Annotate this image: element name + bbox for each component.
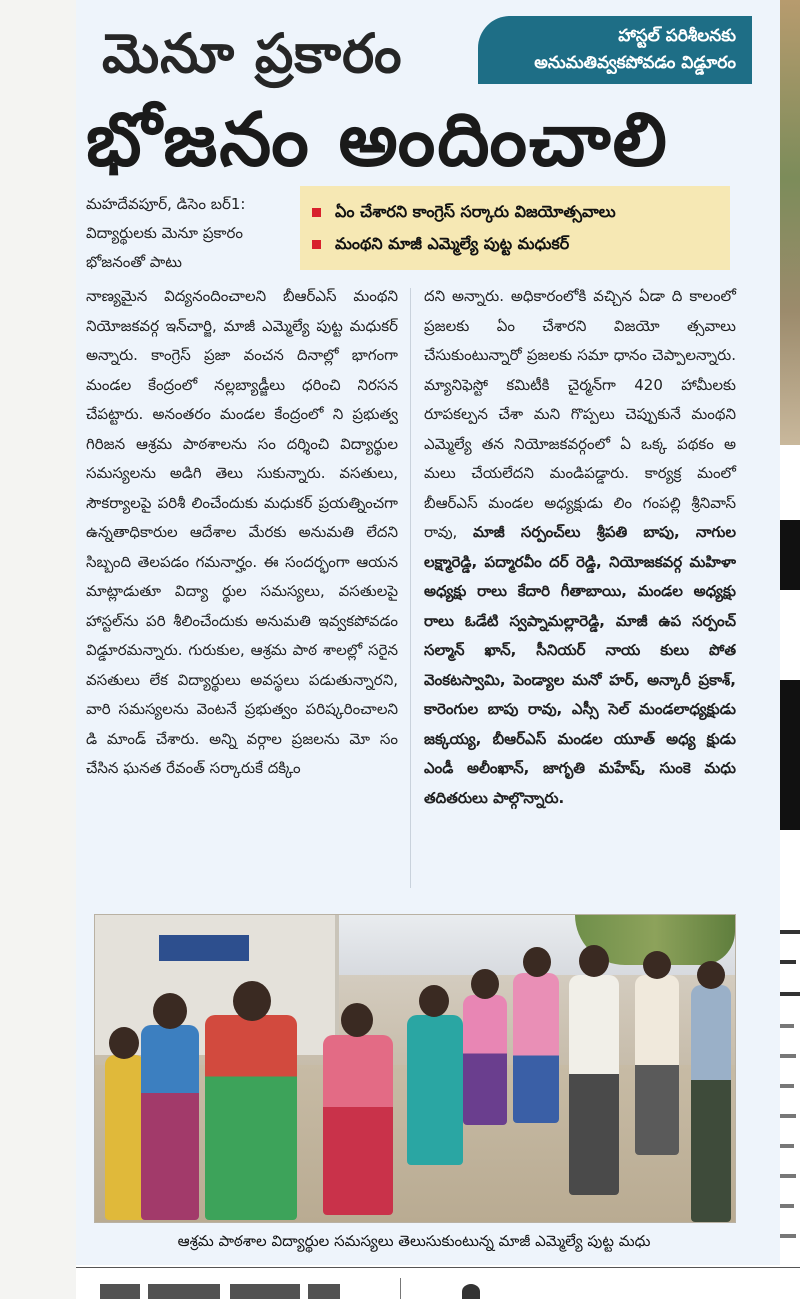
adjacent-text-line: [780, 930, 800, 934]
adjacent-text-line: [780, 992, 800, 996]
adjacent-text-line: [780, 1054, 796, 1058]
photo-person: [463, 995, 507, 1125]
adjacent-text-line: [780, 1204, 794, 1208]
kicker-line-1: హాస్టల్ పరిశీలనకు: [618, 26, 736, 46]
photo-person-head: [109, 1027, 139, 1059]
kicker-box: [478, 16, 752, 84]
adjacent-text-line: [780, 1234, 796, 1238]
highlight-text: మంథని మాజీ ఎమ్మెల్యే పుట్ట మధుకర్: [335, 234, 570, 253]
photo-person: [407, 1015, 463, 1165]
photo-caption: ఆశ్రమ పాఠశాల విద్యార్థుల సమస్యలు తెలుసుకుంటున్న మాజీ ఎమ్మెల్యే పుట్ట మధు: [177, 1232, 651, 1250]
adjacent-text-line: [780, 1024, 794, 1028]
photo-person-head: [579, 945, 609, 977]
photo-person-head: [643, 951, 671, 979]
photo-person: [323, 1035, 393, 1215]
square-bullet-icon: [312, 240, 321, 249]
adjacent-photo-edge: [780, 0, 800, 445]
adjacent-article-edge: [780, 0, 800, 1299]
column-divider: [410, 288, 411, 888]
highlight-text: ఏం చేశారని కాంగ్రెస్ సర్కారు విజయోత్సవాలు: [335, 202, 616, 221]
highlight-item: [312, 228, 718, 260]
photo-person-head: [697, 961, 725, 989]
left-margin-strip: [0, 0, 76, 1299]
adjacent-text-line: [780, 1174, 796, 1178]
photo-person: [635, 975, 679, 1155]
news-photo: [94, 914, 736, 1223]
photo-person: [205, 1015, 297, 1220]
square-bullet-icon: [312, 208, 321, 217]
photo-person-head: [523, 947, 551, 977]
adjacent-text-line: [780, 1144, 794, 1148]
next-article-divider: [400, 1278, 401, 1299]
dateline-lead: మహదేవపూర్, డిసెం బర్1: విద్యార్థులకు మెనూ ప్రకారం భోజనంతో పాటు: [86, 195, 246, 271]
photo-person-head: [153, 993, 187, 1029]
body-column-2-participants: మాజీ సర్పంచ్‌లు శ్రీపతి బాపు, నాగుల లక్ష్మారెడ్డి, పద్మారవీం దర్ రెడ్డి, నియోజకవర్గ మహిళా అధ్యక్షు రాలు కేదారి గీతాబాయి, మండల అధ్యక్షు రాలు ఓడేటి స్వప్నామల్లారెడ్డి, మాజీ ఉప సర్పంచ్ సల్మాన్ ఖాన్, సీనియర్ నాయ కులు పోత వెంకటస్వామి, పెండ్యాల మనో హర్, అన్కారీ ప్రకాశ్, కారెంగుల బాపు రావు, ఎస్సీ సెల్ మండలాధ్యక్షుడు జక్కయ్య, బీఆర్ఎస్ మండల యూత్ అధ్య క్షుడు ఎండీ అలీంఖాన్, జాగృతి మహేష్, సుంకె మధు తదితరులు పాల్గొన్నారు.: [424, 523, 736, 807]
highlights-box: [300, 186, 730, 270]
adjacent-text-line: [780, 1114, 796, 1118]
headline-line-1: మెనూ ప్రకారం: [102, 22, 403, 85]
headline-line-2: భోజనం అందించాలి: [86, 97, 669, 183]
photo-person: [691, 985, 731, 1222]
next-article-headline-fragment: [462, 1284, 480, 1299]
photo-person-head: [233, 981, 271, 1021]
kicker-line-2: అనుమతివ్వకపోవడం విడ్డూరం: [534, 53, 736, 73]
photo-person-head: [341, 1003, 373, 1037]
photo-person: [513, 973, 559, 1123]
body-column-1: నాణ్యమైన విద్యనందించాలని బీఆర్ఎస్ మంథని నియోజకవర్గ ఇన్‌చార్జి, మాజీ ఎమ్మెల్యే పుట్ట మధుకర్ అన్నారు. కాంగ్రెస్ ప్రజా వంచన దినాల్లో భాగంగా మండల కేంద్రంలో నల్లబ్యాడ్జీలు ధరించి నిరసన చేపట్టారు. అనంతరం మండల కేంద్రంలో ని ప్రభుత్వ గిరిజన ఆశ్రమ పాఠశాలను సం దర్శించి విద్యార్థుల సమస్యలను అడిగి తెలు సుకున్నారు. వసతులు, సౌకర్యాలపై పరిశీ లించేందుకు మధుకర్ ప్రయత్నించగా ఉన్నతాధికారుల ఆదేశాల మేరకు అనుమతి లేదని సిబ్బంది తెలపడం గమనార్హం. ఈ సందర్భంగా ఆయన మాట్లాడుతూ విద్యా ర్థుల సమస్యలు, వసతులపై హాస్టల్‌ను పరి శీలించేందుకు అనుమతి ఇవ్వకపోవడం విడ్డూరమన్నారు. గురుకుల, ఆశ్రమ పాఠ శాలల్లో సరైన వసతులు లేక విద్యార్థులు అవస్థలు పడుతున్నారని, వారి సమస్యలను వెంటనే ప్రభుత్వం పరిష్కరించాలని డి మాండ్ చేశారు. అన్ని వర్గాల ప్రజలను మో సం చేసిన ఘనత రేవంత్ సర్కారుకే దక్కిం: [86, 287, 398, 777]
photo-signboard: [157, 933, 251, 963]
photo-person-head: [419, 985, 449, 1017]
adjacent-text-line: [780, 960, 796, 964]
body-column-2: [424, 282, 736, 813]
adjacent-headline-glyph: [780, 520, 800, 590]
page-bottom-rule: [76, 1267, 800, 1268]
body-column-2-text: దని అన్నారు. అధికారంలోకి వచ్చిన ఏడా ది కాలంలో ప్రజలకు ఏం చేశారని విజయో త్సవాలు చేసుకుంటున్నారో ప్రజలకు సమా ధానం చెప్పాలన్నారు. మ్యానిఫెస్టో కమిటీకి చైర్మన్‌గా 420 హామీలకు రూపకల్పన చేశా మని గొప్పలు చెప్పుకునే మంథని ఎమ్మెల్యే తన నియోజకవర్గంలో ఏ ఒక్క పథకం అ మలు చేయలేదని మండిపడ్డారు. కార్యక్ర మంలో బీఆర్ఎస్ మండల అధ్యక్షుడు లిం గంపల్లి శ్రీనివాస్ రావు,: [424, 287, 736, 541]
next-article-headline-fragment: [100, 1284, 340, 1299]
photo-person: [141, 1025, 199, 1220]
photo-person-head: [471, 969, 499, 999]
photo-person: [105, 1055, 145, 1220]
adjacent-text-line: [780, 1084, 794, 1088]
highlight-item: [312, 196, 718, 228]
photo-person: [569, 975, 619, 1195]
adjacent-headline-glyph: [780, 680, 800, 830]
